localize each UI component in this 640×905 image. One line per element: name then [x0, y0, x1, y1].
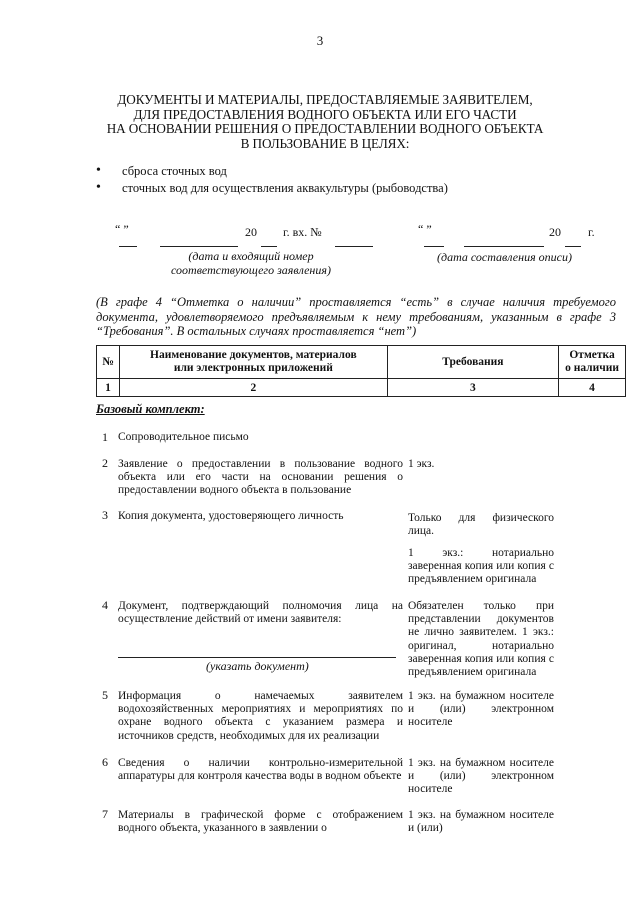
bullet-icon: • [96, 180, 101, 195]
item-number: 7 [102, 807, 108, 821]
item-requirement: Обязателен только при представлении документов не лично заявителем. 1 экз.: оригинал, нотариально заверенная копия или копия с предъявлением оригинала [408, 600, 554, 679]
item-number: 1 [102, 430, 108, 444]
item-description: Сопроводительное письмо [118, 431, 249, 443]
col-index: 3 [387, 379, 558, 397]
blank-line [464, 246, 544, 247]
col-requirements-header: Требования [387, 346, 558, 379]
item-requirement: Только для физического лица. [408, 512, 554, 538]
bullet-icon: • [96, 163, 101, 178]
blank-line [424, 246, 444, 247]
col-index: 1 [97, 379, 120, 397]
item-number: 5 [102, 688, 108, 702]
left-date-quotes: “ ” [115, 222, 129, 236]
item-number: 2 [102, 456, 108, 470]
blank-line [160, 246, 238, 247]
purpose-text: сточных вод для осуществления аквакультуры (рыбоводства) [122, 181, 448, 195]
caption-line: (дата и входящий номер [188, 249, 314, 263]
title-line: ДЛЯ ПРЕДОСТАВЛЕНИЯ ВОДНОГО ОБЪЕКТА ИЛИ ЕГО ЧАСТИ [133, 106, 517, 122]
col-index: 4 [559, 379, 626, 397]
basic-set-heading: Базовый комплект: [96, 402, 205, 416]
title-line: ДОКУМЕНТЫ И МАТЕРИАЛЫ, ПРЕДОСТАВЛЯЕМЫЕ ЗАЯВИТЕЛЕМ, [117, 92, 533, 107]
blank-line [565, 246, 581, 247]
item-requirement: 1 экз. [408, 458, 435, 470]
title-line: НА ОСНОВАНИИ РЕШЕНИЯ О ПРЕДОСТАВЛЕНИИ ВОДНОГО ОБЪЕКТА [106, 121, 544, 136]
title-line: В ПОЛЬЗОВАНИЕ В ЦЕЛЯХ: [240, 135, 410, 151]
item-number: 3 [102, 508, 108, 522]
document-title [90, 93, 560, 151]
item-requirement: 1 экз. на бумажном носителе и (или) [408, 809, 554, 835]
page-number: 3 [316, 33, 324, 48]
right-caption: (дата составления описи) [437, 250, 572, 264]
right-date-quotes: “ ” [418, 222, 432, 236]
item-requirement: 1 экз. на бумажном носителе и (или) электронном носителе [408, 757, 554, 796]
blank-line [261, 246, 277, 247]
col-name-header [119, 346, 387, 379]
purpose-text: сброса сточных вод [122, 164, 227, 178]
blank-line [335, 246, 373, 247]
item-description: Информация о намечаемых заявителем водохозяйственных мероприятиях и мероприятиях по охране водного объекта с указанием размера и источников средств, необходимых для их реализации [118, 690, 403, 742]
left-date-year: 20 [245, 225, 257, 239]
item-description: Документ, подтверждающий полномочия лица на осуществление действий от имени заявителя: [118, 600, 403, 626]
item-description: Копия документа, удостоверяющего личность [118, 510, 344, 522]
item-description: Заявление о предоставлении в пользование водного объекта или его части на основании решения о предоставлении водного объекта в пользование [118, 458, 403, 497]
item-requirement: 1 экз.: нотариально заверенная копия или копия с предъявлением оригинала [408, 547, 554, 586]
item-number: 6 [102, 755, 108, 769]
header-line: Наименование документов, материалов [150, 349, 357, 361]
left-date-suffix: г. вх. № [283, 225, 322, 239]
right-date-year: 20 [549, 225, 561, 239]
item-requirement: 1 экз. на бумажном носителе и (или) электронном носителе [408, 690, 554, 729]
header-line: о наличии [565, 362, 619, 374]
right-date-suffix: г. [588, 225, 595, 239]
blank-line [119, 246, 137, 247]
item-number: 4 [102, 598, 108, 612]
item-description: Сведения о наличии контрольно-измерительной аппаратуры для контроля качества воды в водном объекте [118, 757, 403, 783]
col-number-header: № [97, 346, 120, 379]
header-line: или электронных приложений [173, 362, 333, 374]
item-description: Материалы в графической форме с отображением водного объекта, указанного в заявлении о [118, 809, 403, 835]
caption-line: соответствующего заявления) [171, 263, 331, 277]
fill-in-line [118, 657, 396, 658]
header-line: Отметка [569, 349, 615, 361]
col-presence-header [559, 346, 626, 379]
documents-table-header [96, 345, 626, 397]
item-hint: (указать документ) [206, 659, 309, 673]
col-index: 2 [119, 379, 387, 397]
instruction-note: (В графе 4 “Отметка о наличии” проставляется “есть” в случае наличия требуемого документа, удовлетворяемого предъявляемым к нему требованиям, указанным в графе 3 “Требования”. В остальных случаях проставляется “нет”) [96, 295, 616, 338]
left-caption [166, 249, 336, 277]
